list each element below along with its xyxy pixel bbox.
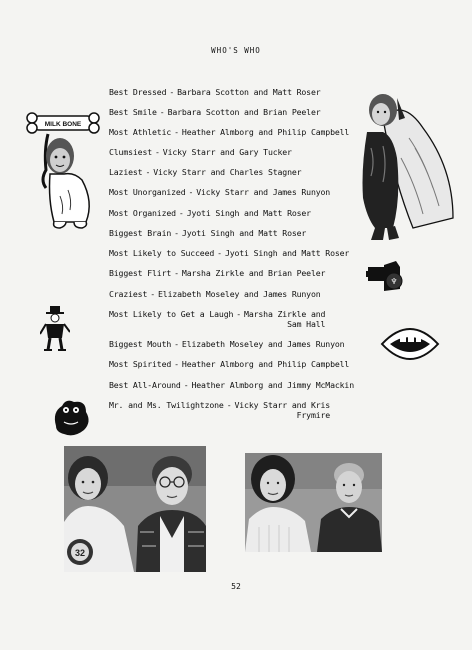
svg-text:♆: ♆ bbox=[390, 277, 398, 286]
award-item bbox=[109, 339, 344, 349]
award-item bbox=[109, 87, 321, 97]
creature-clipart bbox=[50, 396, 92, 438]
award-item bbox=[109, 228, 306, 238]
photo-left bbox=[64, 446, 206, 572]
award-category: Biggest Brain bbox=[109, 228, 172, 238]
award-winners: Vicky Starr and Gary Tucker bbox=[162, 147, 292, 157]
award-category: Most Organized bbox=[109, 208, 176, 218]
award-item bbox=[109, 208, 311, 218]
award-separator: - bbox=[155, 147, 160, 157]
award-category: Most Unorganized bbox=[109, 187, 186, 197]
award-separator: - bbox=[174, 268, 179, 278]
award-item bbox=[109, 248, 349, 258]
shirt-number: 32 bbox=[74, 548, 86, 558]
award-item bbox=[109, 268, 325, 278]
award-winners: Vicky Starr and James Runyon bbox=[196, 187, 331, 197]
dog-with-bone-clipart bbox=[24, 110, 104, 234]
award-separator: - bbox=[174, 228, 179, 238]
award-category: Laziest bbox=[109, 167, 143, 177]
award-category: Craziest bbox=[109, 289, 148, 299]
award-separator: - bbox=[150, 289, 156, 299]
award-winners: Heather Almborg and Philip Campbell bbox=[181, 359, 350, 369]
award-winners-continued: Sam Hall bbox=[287, 319, 326, 329]
award-item bbox=[109, 127, 349, 137]
award-winners: Barbara Scotton and Matt Roser bbox=[177, 87, 321, 97]
award-winners-continued: Frymire bbox=[296, 410, 331, 420]
award-winners: Jyoti Singh and Matt Roser bbox=[181, 228, 307, 238]
award-separator: - bbox=[159, 107, 165, 117]
photo-right-image bbox=[245, 453, 382, 552]
award-winners: Vicky Starr and Kris bbox=[234, 400, 331, 410]
award-category: Most Likely to Get a Laugh bbox=[109, 309, 234, 319]
photo-right bbox=[245, 453, 382, 552]
award-item bbox=[109, 187, 330, 197]
award-winners: Heather Almborg and Jimmy McMackin bbox=[191, 380, 354, 390]
award-winners: Vicky Starr and Charles Stagner bbox=[153, 167, 302, 177]
award-category: Best Smile bbox=[109, 107, 157, 117]
award-winners: Marsha Zirkle and bbox=[244, 309, 326, 319]
bone-sign-text: MILK BONE bbox=[44, 121, 82, 128]
photo-left-image bbox=[64, 446, 206, 572]
award-winners: Elizabeth Moseley and James Runyon bbox=[181, 339, 345, 349]
award-separator: - bbox=[226, 400, 232, 410]
person-in-fur-clipart bbox=[353, 88, 457, 244]
award-separator: - bbox=[145, 167, 151, 177]
award-item bbox=[109, 400, 330, 420]
award-item bbox=[109, 380, 354, 390]
award-category: Most Spirited bbox=[109, 359, 172, 369]
award-separator: - bbox=[188, 187, 194, 197]
award-winners: Jyoti Singh and Matt Roser bbox=[186, 208, 311, 218]
award-category: Most Likely to Succeed bbox=[109, 248, 215, 258]
little-man-clipart bbox=[40, 306, 70, 352]
mouth-clipart bbox=[378, 322, 442, 372]
award-separator: - bbox=[169, 87, 175, 97]
award-item bbox=[109, 289, 321, 299]
award-category: Most Athletic bbox=[109, 127, 172, 137]
award-winners: Barbara Scotton and Brian Peeler bbox=[167, 107, 321, 117]
award-category: Biggest Flirt bbox=[109, 268, 172, 278]
award-item bbox=[109, 167, 301, 177]
award-winners: Jyoti Singh and Matt Roser bbox=[224, 248, 350, 258]
award-separator: - bbox=[174, 359, 179, 369]
award-category: Best Dressed bbox=[109, 87, 167, 97]
award-separator: - bbox=[183, 380, 189, 390]
award-item bbox=[109, 107, 321, 117]
award-winners: Elizabeth Moseley and James Runyon bbox=[158, 289, 321, 299]
award-winners: Marsha Zirkle and Brian Peeler bbox=[181, 268, 326, 278]
award-winners: Heather Almborg and Philip Campbell bbox=[181, 127, 350, 137]
award-category: Mr. and Ms. Twilightzone bbox=[109, 400, 224, 410]
award-category: Clumsiest bbox=[109, 147, 153, 157]
award-item bbox=[109, 359, 349, 369]
page-number: 52 bbox=[231, 582, 241, 591]
award-item bbox=[109, 147, 292, 157]
award-category: Best All-Around bbox=[109, 380, 181, 390]
award-item bbox=[109, 309, 325, 329]
page-title: WHO'S WHO bbox=[211, 46, 261, 55]
award-separator: - bbox=[236, 309, 242, 319]
award-separator: - bbox=[178, 208, 184, 218]
award-separator: - bbox=[174, 339, 179, 349]
camera-clipart bbox=[366, 257, 408, 297]
award-separator: - bbox=[174, 127, 179, 137]
award-separator: - bbox=[217, 248, 222, 258]
award-category: Biggest Mouth bbox=[109, 339, 172, 349]
